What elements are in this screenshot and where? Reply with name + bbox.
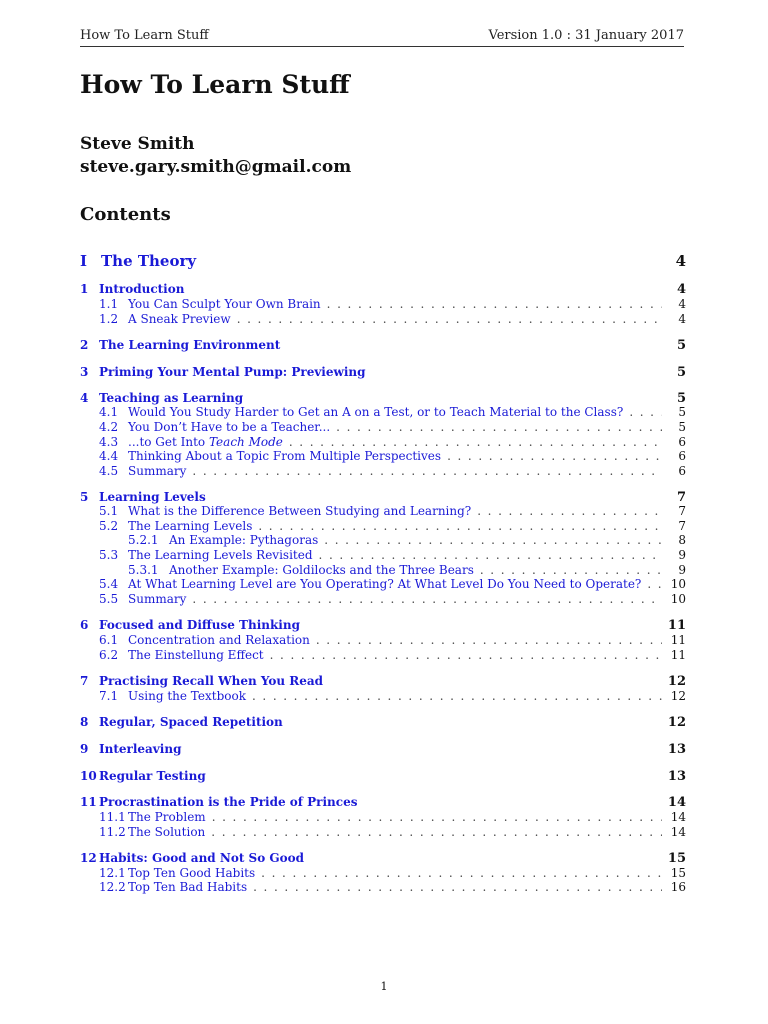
toc-page-number: 15 xyxy=(667,851,686,866)
toc-number: 4.4 xyxy=(99,449,119,463)
toc-entry-4[interactable] xyxy=(80,391,686,406)
toc-entry-11-2[interactable] xyxy=(80,825,686,839)
toc-title[interactable] xyxy=(99,338,666,352)
toc-page-number: 14 xyxy=(670,825,686,839)
toc-page-number: 4 xyxy=(676,282,686,297)
toc-entry-5-3-1[interactable] xyxy=(80,563,686,577)
toc-title-text: Introduction xyxy=(99,282,185,296)
dot-leader xyxy=(477,504,662,518)
dot-leader xyxy=(324,533,662,547)
toc-entry-I[interactable] xyxy=(80,254,686,268)
dot-leader xyxy=(319,548,662,562)
toc-title-text: The Solution xyxy=(128,825,206,839)
toc-entry-2[interactable] xyxy=(80,338,686,353)
toc-number: 4 xyxy=(80,391,89,405)
toc-title[interactable] xyxy=(128,880,247,894)
toc-page-number: 6 xyxy=(678,464,686,478)
toc-number: 5.2.1 xyxy=(128,533,159,547)
toc-entry-12-1[interactable] xyxy=(80,866,686,880)
toc-number: 6 xyxy=(80,618,89,632)
toc-title[interactable] xyxy=(99,851,666,865)
toc-entry-6-1[interactable] xyxy=(80,633,686,647)
toc-title-text: Habits: Good and Not So Good xyxy=(99,851,305,865)
dot-leader xyxy=(447,449,662,463)
toc-title-text: At What Learning Level are You Operating? At What Level Do You Need to Operate? xyxy=(128,577,642,591)
dot-leader xyxy=(237,312,662,326)
toc-number: 5.2 xyxy=(99,519,119,533)
toc-title-text: You Don’t Have to be a Teacher... xyxy=(128,420,331,434)
toc-title[interactable] xyxy=(101,254,666,268)
toc-number: 11.2 xyxy=(99,825,126,839)
toc-entry-1-2[interactable] xyxy=(80,312,686,326)
toc-entry-1[interactable] xyxy=(80,282,686,297)
toc-title-text: The Learning Levels Revisited xyxy=(128,548,313,562)
dot-leader xyxy=(289,435,662,449)
toc-title[interactable] xyxy=(128,464,186,478)
dot-leader xyxy=(316,633,662,647)
toc-title-text: Procrastination is the Pride of Princes xyxy=(99,795,358,809)
toc-number: 5.3 xyxy=(99,548,119,562)
toc-number: 6.1 xyxy=(99,633,119,647)
toc-title[interactable] xyxy=(128,866,255,880)
toc-page-number: 4 xyxy=(678,312,686,326)
toc-title-text: The Learning Levels xyxy=(128,519,253,533)
toc-title[interactable] xyxy=(128,504,471,518)
toc-title-text: Summary xyxy=(128,592,187,606)
toc-title-text: Practising Recall When You Read xyxy=(99,674,324,688)
toc-page-number: 9 xyxy=(678,563,686,577)
toc-page-number: 12 xyxy=(667,715,686,730)
toc-entry-9[interactable] xyxy=(80,742,686,757)
toc-title[interactable] xyxy=(128,312,231,326)
toc-title[interactable] xyxy=(128,420,330,434)
dot-leader xyxy=(480,563,662,577)
toc-page-number: 7 xyxy=(678,519,686,533)
toc-entry-6[interactable] xyxy=(80,618,686,633)
toc-title-text: The Einstellung Effect xyxy=(128,648,264,662)
toc-page-number: 14 xyxy=(670,810,686,824)
dot-leader xyxy=(261,866,662,880)
toc-number: 2 xyxy=(80,338,89,352)
dot-leader xyxy=(192,464,662,478)
toc-title-text: The Learning Environment xyxy=(99,338,281,352)
toc-page-number: 10 xyxy=(670,592,686,606)
toc-number: 4.5 xyxy=(99,464,119,478)
toc-page-number: 5 xyxy=(678,405,686,419)
dot-leader xyxy=(253,880,662,894)
toc-number: 5.4 xyxy=(99,577,119,591)
toc-title[interactable] xyxy=(128,548,313,562)
toc-title-emphasis: Teach Mode xyxy=(208,435,283,449)
page-number: 1 xyxy=(380,980,388,993)
toc-page-number: 16 xyxy=(670,880,686,894)
toc-number: 9 xyxy=(80,742,89,756)
toc-page-number: 6 xyxy=(678,449,686,463)
toc-title-text: What is the Difference Between Studying and Learning? xyxy=(128,504,472,518)
toc-number: 3 xyxy=(80,365,89,379)
toc-title[interactable] xyxy=(128,633,310,647)
contents-heading: Contents xyxy=(80,204,171,225)
toc-page-number: 11 xyxy=(667,618,686,633)
toc-title-text: A Sneak Preview xyxy=(128,312,231,326)
toc-title-text: Summary xyxy=(128,464,187,478)
toc-entry-5-2[interactable] xyxy=(80,519,686,533)
toc-page-number: 10 xyxy=(670,577,686,591)
toc-number: 10 xyxy=(80,769,97,783)
toc-page-number: 7 xyxy=(678,504,686,518)
toc-title[interactable] xyxy=(128,825,205,839)
toc-entry-11-1[interactable] xyxy=(80,810,686,824)
toc-title[interactable] xyxy=(99,391,666,405)
toc-title[interactable] xyxy=(99,674,666,688)
toc-title-text: An Example: Pythagoras xyxy=(169,533,319,547)
toc-title[interactable] xyxy=(128,297,321,311)
toc-title-text: Regular Testing xyxy=(99,769,206,783)
toc-entry-5-1[interactable] xyxy=(80,504,686,518)
toc-page-number: 11 xyxy=(670,633,686,647)
toc-number: 1.2 xyxy=(99,312,119,326)
toc-entry-5-2-1[interactable] xyxy=(80,533,686,547)
toc-title[interactable] xyxy=(128,519,252,533)
toc-title[interactable] xyxy=(99,365,666,379)
toc-title-text: The Problem xyxy=(128,810,206,824)
toc-title-text: You Can Sculpt Your Own Brain xyxy=(128,297,321,311)
toc-title-text: Top Ten Good Habits xyxy=(128,866,256,880)
toc-page-number: 7 xyxy=(676,490,686,505)
toc-page-number: 6 xyxy=(678,435,686,449)
toc-title[interactable] xyxy=(128,592,186,606)
toc-title[interactable] xyxy=(128,577,641,591)
toc-entry-6-2[interactable] xyxy=(80,648,686,662)
toc-number: 5.1 xyxy=(99,504,119,518)
toc-title[interactable] xyxy=(99,715,666,729)
toc-page-number: 5 xyxy=(676,365,686,380)
toc-page-number: 4 xyxy=(675,252,686,270)
toc-title[interactable] xyxy=(128,648,264,662)
toc-number: 8 xyxy=(80,715,89,729)
toc-page-number: 13 xyxy=(667,742,686,757)
toc-title-text: Would You Study Harder to Get an A on a Test, or to Teach Material to the Class? xyxy=(128,405,624,419)
toc-entry-4-5[interactable] xyxy=(80,464,686,478)
toc-title[interactable] xyxy=(128,449,441,463)
toc-page-number: 4 xyxy=(678,297,686,311)
toc-title[interactable] xyxy=(99,618,666,632)
toc-number: 12.2 xyxy=(99,880,126,894)
dot-leader xyxy=(211,825,662,839)
header-title: How To Learn Stuff xyxy=(80,28,209,43)
toc-title-text: Using the Textbook xyxy=(128,689,246,703)
toc-title-text: Interleaving xyxy=(99,742,182,756)
toc-entry-12[interactable] xyxy=(80,851,686,866)
dot-leader xyxy=(258,519,662,533)
toc-number: 4.2 xyxy=(99,420,119,434)
author-name: Steve Smith xyxy=(80,134,195,154)
toc-page-number: 12 xyxy=(670,689,686,703)
toc-entry-5-3[interactable] xyxy=(80,548,686,562)
toc-title-text: Priming Your Mental Pump: Previewing xyxy=(99,365,366,379)
toc-title-text: ...to Get Into xyxy=(128,435,206,449)
toc-page-number: 9 xyxy=(678,548,686,562)
toc-number: 5 xyxy=(80,490,89,504)
dot-leader xyxy=(192,592,662,606)
toc-title[interactable] xyxy=(99,769,666,783)
toc-title-text: Focused and Diffuse Thinking xyxy=(99,618,300,632)
dot-leader xyxy=(270,648,662,662)
toc-page-number: 15 xyxy=(670,866,686,880)
toc-number: 6.2 xyxy=(99,648,119,662)
toc-number: 11.1 xyxy=(99,810,126,824)
toc-title[interactable] xyxy=(128,405,623,419)
toc-entry-12-2[interactable] xyxy=(80,880,686,894)
toc-number: 7.1 xyxy=(99,689,119,703)
toc-title[interactable] xyxy=(169,563,474,577)
toc-title-text: Learning Levels xyxy=(99,490,206,504)
toc-title[interactable] xyxy=(99,490,666,504)
toc-number: I xyxy=(80,252,88,270)
toc-title[interactable] xyxy=(128,810,206,824)
toc-number: 11 xyxy=(80,795,97,809)
toc-entry-3[interactable] xyxy=(80,365,686,380)
dot-leader xyxy=(327,297,662,311)
running-header xyxy=(80,28,684,47)
toc-entry-5-4[interactable] xyxy=(80,577,686,591)
dot-leader xyxy=(647,577,662,591)
toc-entry-4-4[interactable] xyxy=(80,449,686,463)
toc-title-text: Another Example: Goldilocks and the Three Bears xyxy=(169,563,474,577)
toc-number: 12 xyxy=(80,851,97,865)
document-title: How To Learn Stuff xyxy=(80,70,350,99)
toc-entry-8[interactable] xyxy=(80,715,686,730)
dot-leader xyxy=(212,810,662,824)
toc-entry-5-5[interactable] xyxy=(80,592,686,606)
toc-title-text: Thinking About a Topic From Multiple Perspectives xyxy=(128,449,442,463)
toc-title-text: Teaching as Learning xyxy=(99,391,244,405)
dot-leader xyxy=(336,420,662,434)
toc-entry-4-2[interactable] xyxy=(80,420,686,434)
toc-title[interactable] xyxy=(128,689,246,703)
toc-page-number: 8 xyxy=(678,533,686,547)
dot-leader xyxy=(629,405,662,419)
toc-title[interactable] xyxy=(99,742,666,756)
toc-title-text: The Theory xyxy=(101,252,197,270)
toc-number: 5.3.1 xyxy=(128,563,159,577)
toc-title[interactable] xyxy=(169,533,318,547)
toc-entry-10[interactable] xyxy=(80,769,686,784)
toc-entry-11[interactable] xyxy=(80,795,686,810)
toc-title-text: Top Ten Bad Habits xyxy=(128,880,248,894)
toc-entry-5[interactable] xyxy=(80,490,686,505)
toc-title-text: Regular, Spaced Repetition xyxy=(99,715,283,729)
toc-page-number: 5 xyxy=(678,420,686,434)
header-version: Version 1.0 : 31 January 2017 xyxy=(488,28,684,43)
toc-page-number: 14 xyxy=(667,795,686,810)
author-email: steve.gary.smith@gmail.com xyxy=(80,157,352,177)
toc-entry-4-1[interactable] xyxy=(80,405,686,419)
toc-title-text: Concentration and Relaxation xyxy=(128,633,310,647)
author-block xyxy=(80,133,351,179)
toc-number: 1 xyxy=(80,282,89,296)
toc-title[interactable] xyxy=(99,795,666,809)
toc-page-number: 12 xyxy=(667,674,686,689)
toc-number: 7 xyxy=(80,674,89,688)
toc-title[interactable] xyxy=(99,282,666,296)
toc-number: 4.1 xyxy=(99,405,119,419)
toc-number: 12.1 xyxy=(99,866,126,880)
toc-number: 1.1 xyxy=(99,297,119,311)
toc-page-number: 5 xyxy=(676,338,686,353)
toc-entry-7-1[interactable] xyxy=(80,689,686,703)
toc-title[interactable] xyxy=(128,435,283,449)
toc-page-number: 11 xyxy=(670,648,686,662)
toc-page-number: 5 xyxy=(676,391,686,406)
toc-number: 4.3 xyxy=(99,435,119,449)
toc-number: 5.5 xyxy=(99,592,119,606)
toc-entry-7[interactable] xyxy=(80,674,686,689)
toc-page-number: 13 xyxy=(667,769,686,784)
toc-entry-4-3[interactable] xyxy=(80,435,686,449)
dot-leader xyxy=(252,689,662,703)
toc-entry-1-1[interactable] xyxy=(80,297,686,311)
